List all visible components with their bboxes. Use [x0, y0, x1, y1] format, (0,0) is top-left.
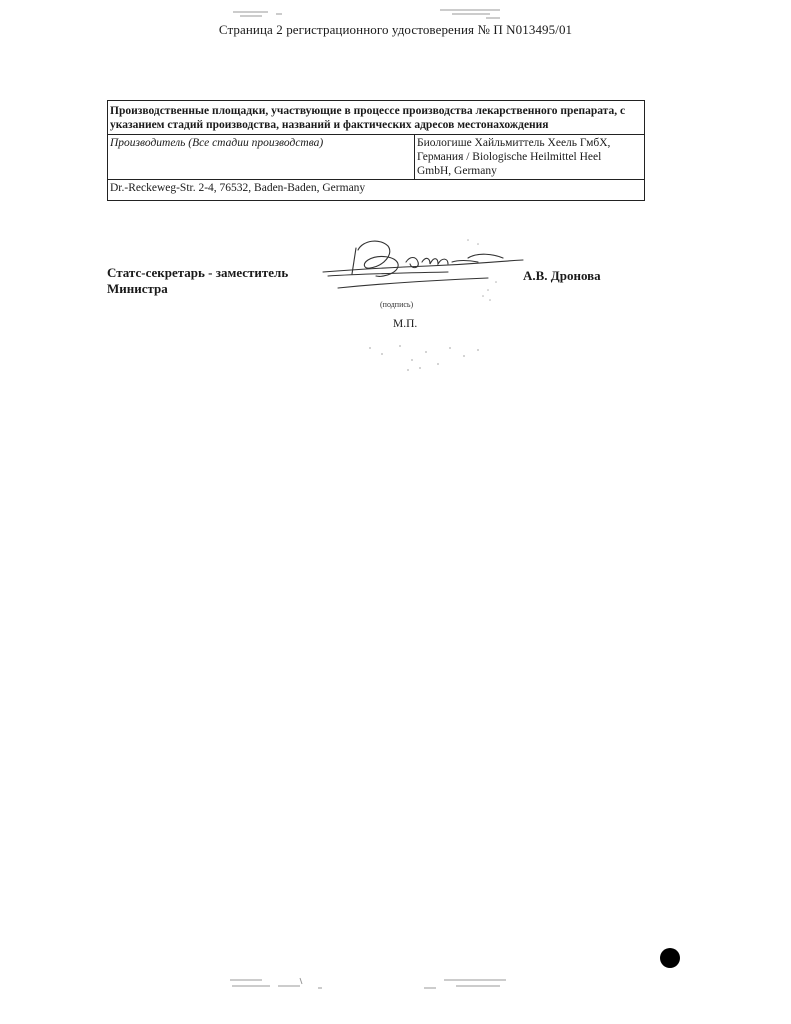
- manufacturer-address: Dr.-Reckeweg-Str. 2-4, 76532, Baden-Baden, Germany: [108, 180, 645, 201]
- handwritten-signature: [318, 230, 528, 310]
- scan-artifact-bottom: [0, 972, 791, 992]
- signer-title-line: Статс-секретарь - заместитель: [107, 265, 289, 280]
- company-line: GmbH, Germany: [417, 165, 497, 177]
- table-row: [108, 135, 645, 180]
- scan-artifact-top: [0, 4, 791, 20]
- manufacturer-company: [415, 135, 645, 180]
- manufacturer-role: Производитель (Все стадии производства): [108, 135, 415, 180]
- signer-name: А.В. Дронова: [523, 268, 601, 283]
- page-title: Страница 2 регистрационного удостоверения № П N013495/01: [218, 22, 573, 37]
- signer-title-line: Министра: [107, 281, 168, 296]
- table-row: [108, 180, 645, 201]
- company-line: Биологише Хайльмиттель Хеель ГмбХ,: [417, 137, 611, 149]
- company-line: Германия / Biologische Heilmittel Heel: [417, 151, 602, 163]
- table-heading: Производственные площадки, участвующие в процессе производства лекарственного препарата, с указанием стадий производства, названий и фактических адресов местонахождения: [108, 101, 645, 135]
- table-row: [108, 101, 645, 135]
- signer-title: [107, 265, 288, 297]
- hole-punch-mark: [660, 948, 680, 968]
- stamp-label: М.П.: [393, 318, 418, 330]
- signature-caption: (подпись): [380, 300, 414, 309]
- stamp-residue: [360, 330, 490, 375]
- production-sites-table: [107, 100, 645, 201]
